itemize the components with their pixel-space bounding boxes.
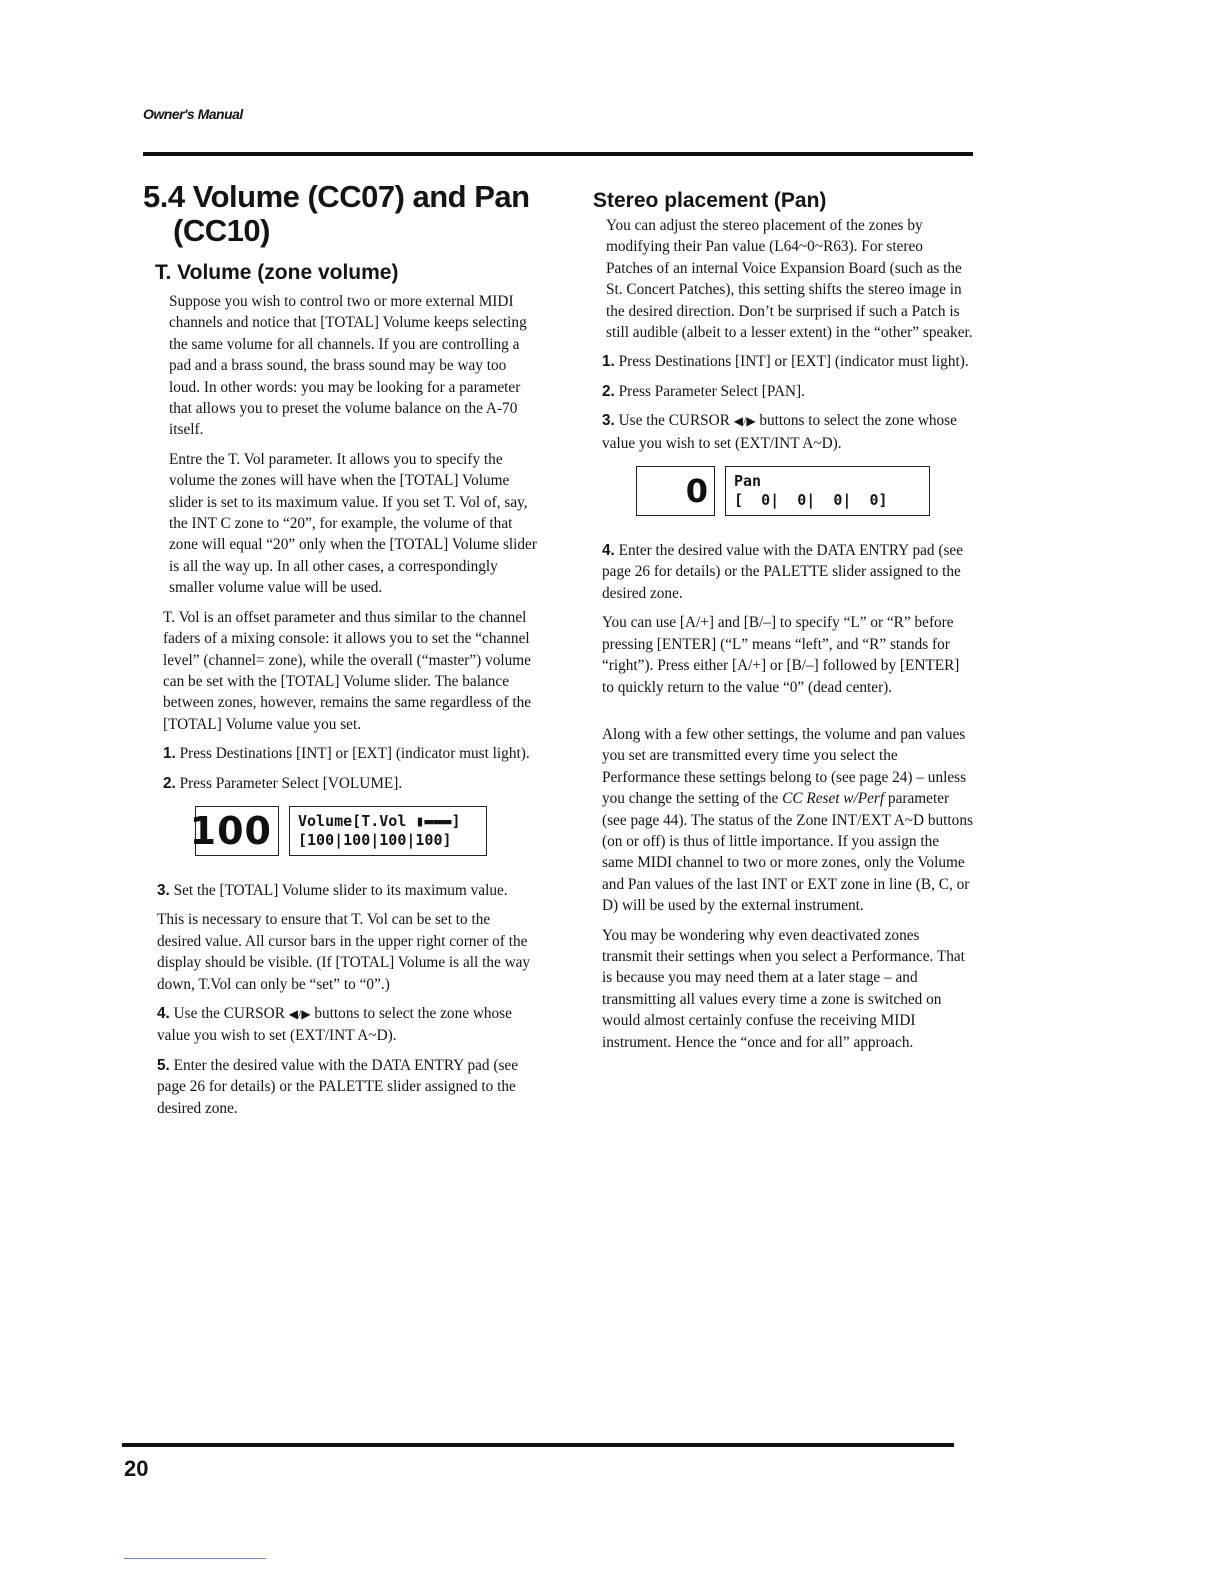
step-number: 3.	[602, 412, 615, 430]
step-number: 3.	[157, 881, 170, 899]
bottom-rule	[122, 1443, 954, 1447]
step-text: Enter the desired value with the DATA ENTRY pad (see page 26 for details) or the PALETTE slider assigned to the desired zone.	[157, 1056, 519, 1117]
pan-step-2	[593, 381, 973, 402]
step-number: 1.	[163, 745, 176, 763]
tvolume-parameter-paragraph: Entre the T. Vol parameter. It allows you to specify the volume the zones will have when the [TOTAL] Volume slider is set to its maximum value. If you set T. Vol of, say, the INT C zone to “20”, for example, the volume of that zone will equal “20” only when the [TOTAL] Volume slider is all the way up. In all other cases, a correspondingly smaller volume value will be used.	[169, 450, 537, 597]
tvolume-subhead: T. Volume (zone volume)	[155, 261, 399, 284]
step-number: 4.	[157, 1004, 170, 1022]
transmission-paragraph	[593, 724, 973, 917]
cursor-arrows-icon: ◀/▶	[733, 414, 756, 429]
volume-step-3	[143, 880, 538, 901]
section-title-line1: 5.4 Volume (CC07) and Pan	[143, 179, 530, 214]
tvolume-offset-paragraph: T. Vol is an offset parameter and thus similar to the channel faders of a mixing console: it allows you to set the “channel level” (channel= zone), while the overall (“master”) volume can be set with the [TOTAL] Volume slider. The balance between zones, however, remains the same regardless of the [TOTAL] Volume value you set.	[163, 608, 532, 733]
pan-subhead: Stereo placement (Pan)	[593, 189, 827, 212]
step-text: Press Destinations [INT] or [EXT] (indicator must light).	[179, 745, 530, 763]
lcd-line-1: Pan	[734, 472, 762, 491]
lcd-value: 100	[195, 806, 279, 856]
cursor-arrows-icon: ◀/▶	[288, 1006, 311, 1021]
volume-step-4	[143, 1003, 538, 1047]
transmission-text-start: Along with a few other settings, the volume and pan values you set are transmitted every time you select the Performance these settings belong to (see page 24) – unless you change the setting of the	[602, 725, 967, 808]
lcd-line-2: [ 0| 0| 0| 0]	[734, 491, 888, 510]
deactivated-zones-paragraph: You may be wondering why even deactivated zones transmit their settings when you select a Performance. That is because you may need them at a later stage – and transmitting all values every time a zone is switched on would almost certainly confuse the receiving MIDI instrument. Hence the “once and for all” approach.	[602, 926, 965, 1051]
volume-step-2	[143, 773, 538, 794]
pan-step-1	[593, 351, 973, 372]
scan-artifact-line	[124, 1558, 266, 1559]
step-text-end: buttons to select the zone whose value you wish to set (EXT/INT A~D).	[602, 412, 957, 452]
page-number: 20	[124, 1456, 149, 1481]
tvolume-intro-paragraph: Suppose you wish to control two or more external MIDI channels and notice that [TOTAL] Volume keeps selecting the same volume for all channels. If you are controlling a pad and a brass sound, the brass sound may be way too loud. In other words: you may be looking for a parameter that allows you to preset the volume balance on the A-70 itself.	[169, 293, 527, 439]
step-text: Press Parameter Select [VOLUME].	[179, 774, 403, 792]
step-number: 5.	[157, 1056, 170, 1074]
section-title-line2: (CC10)	[173, 213, 270, 248]
pan-step-3	[593, 410, 973, 454]
pan-step-4	[593, 540, 973, 604]
lcd-text	[725, 466, 930, 516]
step-number: 4.	[602, 542, 615, 560]
step-text: Press Parameter Select [PAN].	[618, 382, 805, 400]
step-number: 2.	[163, 774, 176, 792]
step-text: Set the [TOTAL] Volume slider to its maximum value.	[173, 881, 508, 899]
step-number: 2.	[602, 382, 615, 400]
volume-step-5	[143, 1055, 538, 1119]
step-text: Enter the desired value with the DATA ENTRY pad (see page 26 for details) or the PALETTE slider assigned to the desired zone.	[602, 542, 964, 602]
parameter-name: CC Reset w/Perf	[782, 790, 885, 808]
left-column	[143, 180, 538, 1127]
step-text-start: Use the CURSOR	[173, 1004, 289, 1022]
section-title	[143, 180, 538, 248]
right-column	[593, 188, 973, 1061]
top-rule	[143, 152, 973, 156]
step-text-start: Use the CURSOR	[618, 412, 734, 430]
running-header: Owner's Manual	[143, 106, 243, 122]
pan-lcd-display	[593, 466, 973, 524]
lcd-text	[289, 806, 487, 856]
transmission-text-end: parameter (see page 44). The status of the Zone INT/EXT A~D buttons (on or off) is thus of little importance. If you assign the same MIDI channel to two or more zones, only the Volume and Pan values of the last INT or EXT zone in line (B, C, or D) will be used by the external instrument.	[602, 790, 973, 915]
step-text-end: buttons to select the zone whose value you wish to set (EXT/INT A~D).	[157, 1004, 512, 1045]
step-number: 1.	[602, 353, 615, 371]
pan-intro-paragraph: You can adjust the stereo placement of the zones by modifying their Pan value (L64~0~R63). For stereo Patches of an internal Voice Expansion Board (such as the St. Concert Patches), this setting shifts the stereo image in the desired direction. Don’t be surprised if such a Patch is still audible (albeit to a lesser extent) in the “other” speaker.	[606, 217, 973, 342]
volume-lcd-display	[143, 806, 538, 864]
lcd-line-1: Volume[T.Vol ▮▬▬▬]	[298, 811, 461, 830]
lcd-value: 0	[636, 466, 715, 516]
pan-lr-paragraph: You can use [A/+] and [B/–] to specify “L” or “R” before pressing [ENTER] (“L” means “left”, and “R” stands for “right”). Press either [A/+] or [B/–] followed by [ENTER] to quickly return to the value “0” (dead center).	[602, 614, 960, 696]
lcd-line-2: [100|100|100|100]	[298, 830, 452, 849]
volume-step-1	[143, 743, 538, 764]
step-text: Press Destinations [INT] or [EXT] (indicator must light).	[618, 353, 969, 371]
cursor-bars-paragraph: This is necessary to ensure that T. Vol can be set to the desired value. All cursor bars in the upper right corner of the display should be visible. (If [TOTAL] Volume is all the way down, T.Vol can only be “set” to “0”.)	[157, 911, 531, 993]
